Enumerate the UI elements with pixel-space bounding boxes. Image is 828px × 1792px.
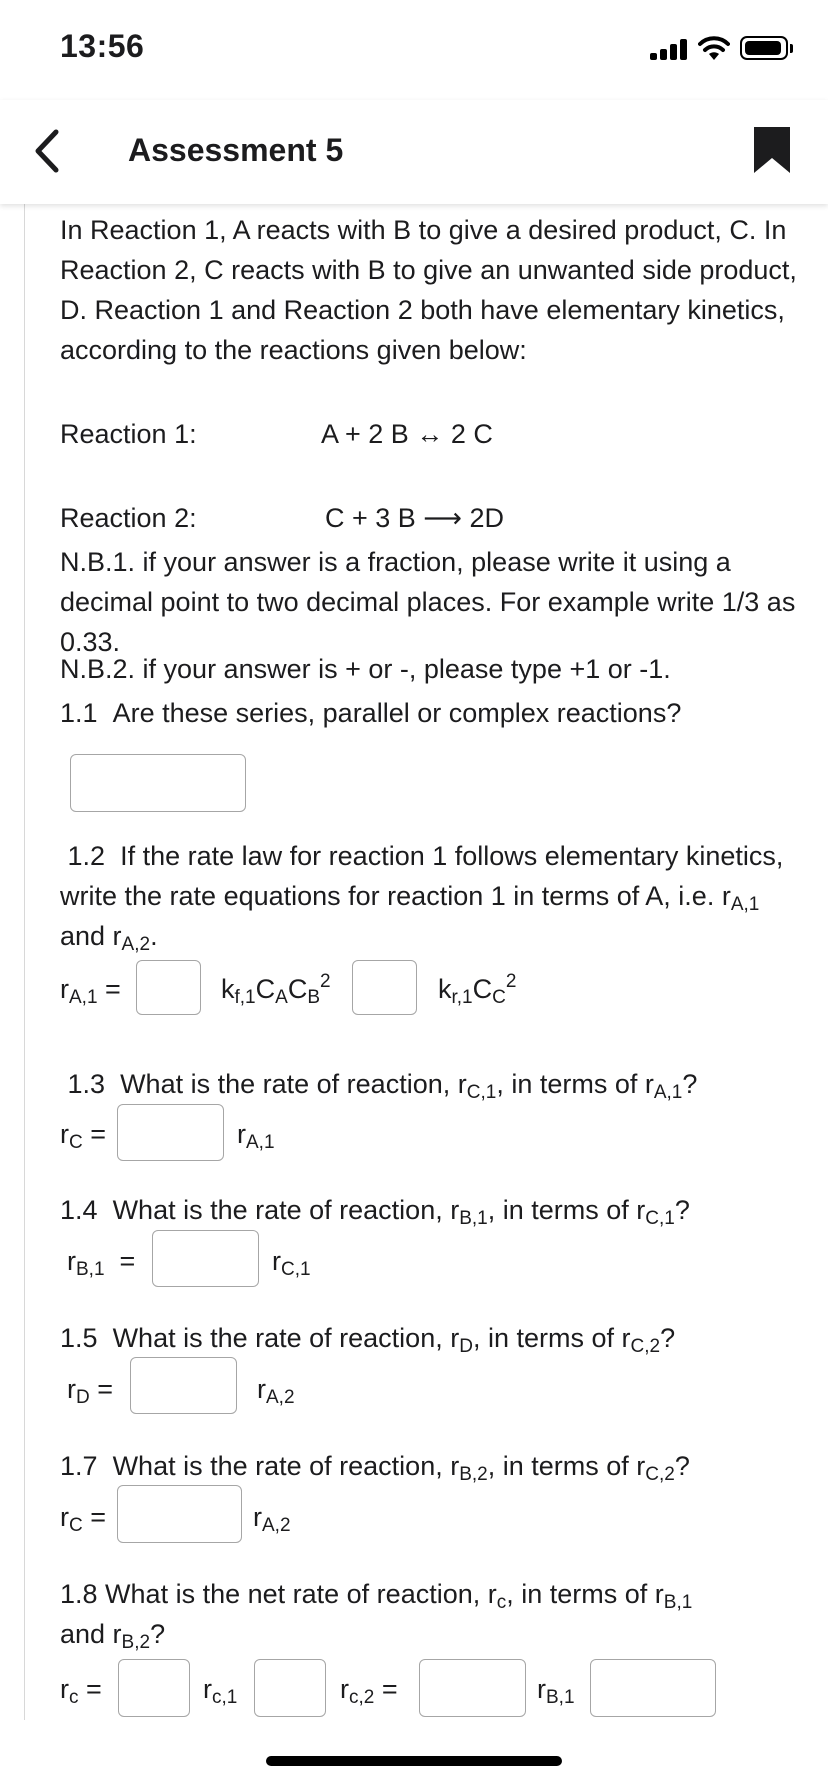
rate-rc1-term-2: $r_{c,1}$ <box>203 1674 238 1708</box>
note-1: N.B.1. if your answer is a fraction, please write it using a decimal point to two decimal places. For example write 1/3 as 0.33. <box>60 547 796 657</box>
rate-rc-net-label: $r_c$ = <box>60 1674 102 1708</box>
navigation-bar <box>0 100 828 204</box>
reaction2-equation: C + 3 B ⟶ 2D <box>325 503 505 533</box>
rate-ra1-label: $r_{A,1}$ = <box>60 974 121 1008</box>
question-1-8: 1.8 What is the net rate of reaction, $r_c$, in terms of $r_{B,1}$ <box>60 1579 693 1613</box>
answer-1-8-coeff-4-input[interactable] <box>590 1659 716 1717</box>
rate-ra1-term: $r_{A,1}$ <box>237 1119 275 1153</box>
page-title: Assessment 5 <box>128 132 344 168</box>
question-1-4: 1.4 What is the rate of reaction, $r_{B,1}$, in terms of $r_{C,1}$? <box>60 1195 690 1229</box>
reaction2-label: Reaction 2: <box>60 503 197 533</box>
reaction1-label: Reaction 1: <box>60 419 197 449</box>
answer-1-3-input[interactable] <box>117 1104 224 1161</box>
home-indicator[interactable] <box>266 1756 562 1766</box>
answer-1-2-coeff-2-input[interactable] <box>352 960 417 1015</box>
answer-1-8-coeff-3-input[interactable] <box>419 1659 526 1717</box>
cellular-signal-icon <box>650 38 692 60</box>
back-chevron-icon[interactable] <box>30 128 66 174</box>
answer-1-7-input[interactable] <box>117 1485 242 1543</box>
question-1-1: 1.1 Are these series, parallel or complex reactions? <box>60 698 682 728</box>
rate-ra2-term-2: $r_{A,2}$ <box>253 1502 291 1536</box>
status-time: 13:56 <box>60 28 145 64</box>
answer-1-1-input[interactable] <box>70 754 246 812</box>
battery-icon <box>740 36 788 60</box>
intro-text: In Reaction 1, A reacts with B to give a desired product, C. In Reaction 2, C reacts with B to give an unwanted side product, D. Reaction 1 and Reaction 2 both have elementary kinetics, according to the reactions given below: <box>60 215 797 365</box>
answer-1-8-coeff-1-input[interactable] <box>118 1659 190 1717</box>
status-bar <box>0 0 828 100</box>
bookmark-icon[interactable] <box>752 125 792 175</box>
rate-rc-label: $r_C$ = <box>60 1119 107 1153</box>
question-1-3: 1.3 What is the rate of reaction, $r_{C,1}$, in terms of $r_{A,1}$? <box>67 1069 698 1103</box>
forward-rate-term: $k_{f,1}C_AC_B^2$ <box>221 971 331 1008</box>
rate-ra2-term: $r_{A,2}$ <box>257 1374 295 1408</box>
rate-rb1-label: $r_{B,1}$ = <box>67 1246 136 1280</box>
question-1-8-cont: and $r_{B,2}$? <box>60 1619 166 1653</box>
answer-1-8-coeff-2-input[interactable] <box>254 1659 326 1717</box>
rate-rb1-term: $r_{B,1}$ <box>537 1674 575 1708</box>
question-content <box>24 204 828 1720</box>
question-1-7: 1.7 What is the rate of reaction, $r_{B,2}$, in terms of $r_{C,2}$? <box>60 1451 690 1485</box>
rate-rc1-term: $r_{C,1}$ <box>272 1246 311 1280</box>
rate-rc2-term: $r_{c,2}$ = <box>340 1674 398 1708</box>
rate-rd-label: $r_D$ = <box>67 1374 114 1408</box>
answer-1-4-input[interactable] <box>152 1230 259 1287</box>
rate-rc-label-2: $r_C$ = <box>60 1502 107 1536</box>
reaction1-equation: A + 2 B ↔ 2 C <box>321 419 493 449</box>
note-2: N.B.2. if your answer is + or -, please type +1 or -1. <box>60 654 671 684</box>
question-1-5: 1.5 What is the rate of reaction, $r_D$, in terms of $r_{C,2}$? <box>60 1323 676 1357</box>
reverse-rate-term: $k_{r,1}C_C^2$ <box>438 971 517 1008</box>
answer-1-5-input[interactable] <box>130 1357 237 1414</box>
wifi-icon <box>698 36 730 62</box>
answer-1-2-coeff-1-input[interactable] <box>136 960 201 1015</box>
question-1-2: 1.2 If the rate law for reaction 1 follows elementary kinetics, write the rate equations for reaction 1 in terms of A, i.e. $r_{A,1}$ and $r_{A,2}$. <box>60 841 784 955</box>
